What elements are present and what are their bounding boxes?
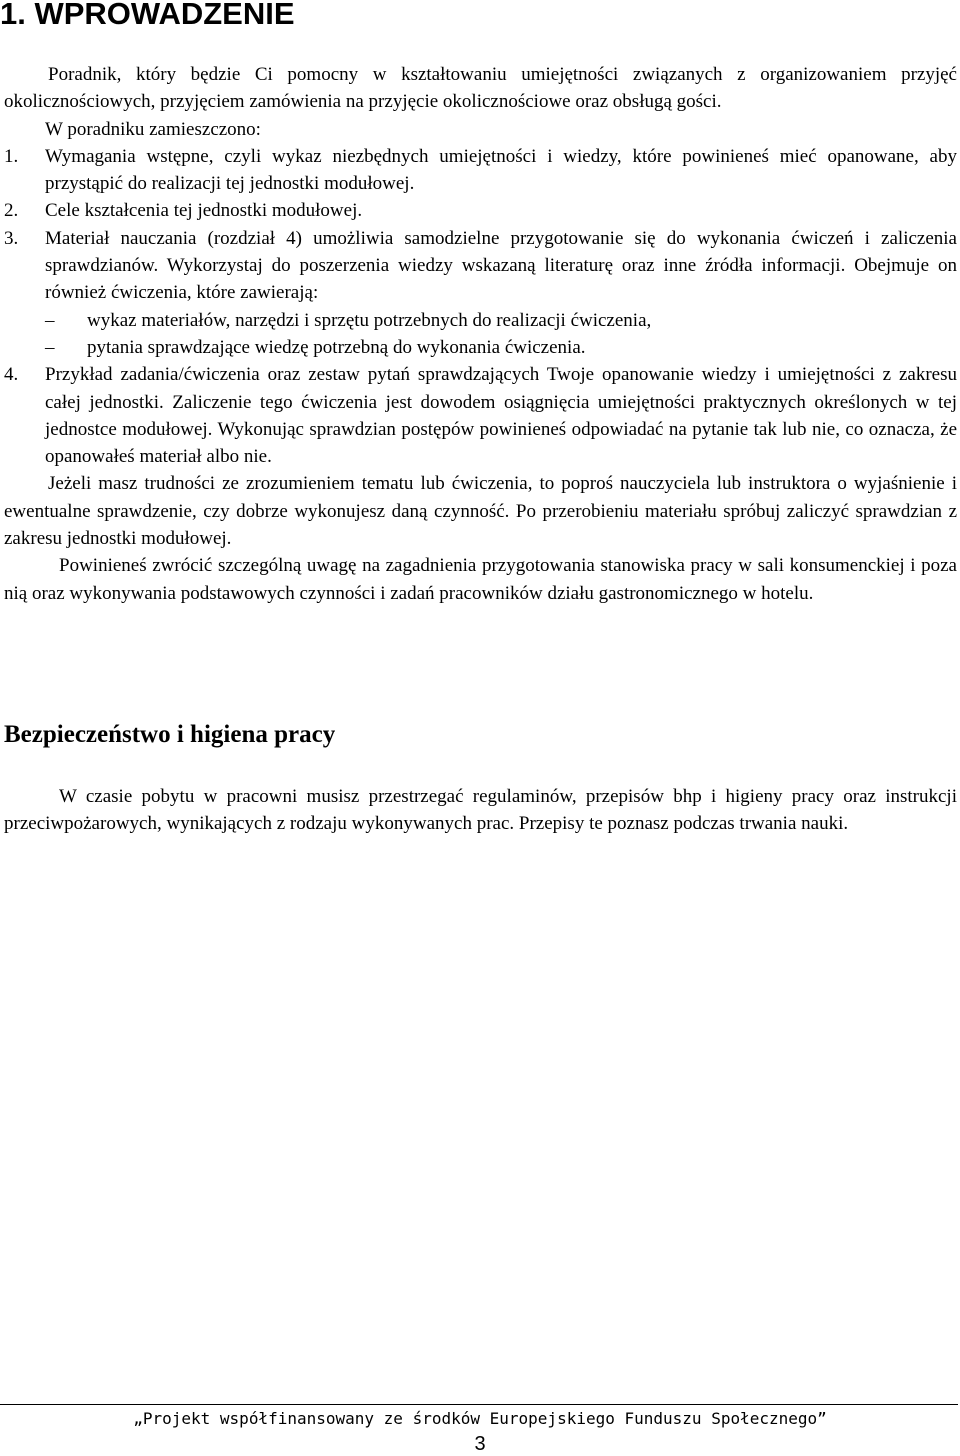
list-item-number: 2. — [4, 200, 19, 222]
list-item — [4, 225, 957, 361]
exercise-contents-list — [45, 307, 957, 362]
list-item-text: Wymagania wstępne, czyli wykaz niezbędnych umiejętności i wiedzy, które powinieneś mieć opanowane, aby przystąpić do realizacji tej jednostki modułowej. — [45, 145, 957, 195]
list-item-text: Przykład zadania/ćwiczenia oraz zestaw pytań sprawdzających Twoje opanowanie wiedzy i umiejętności z zakresu całej jednostki. Zaliczenie tego ćwiczenia jest dowodem osiągnięcia umiejętności praktycznych określonych w tej jednostce modułowej. Wykonując sprawdzian postępów powinieneś odpowiadać na pytanie tak lub nie, co oznacza, że opanowałeś materiał albo nie. — [45, 364, 957, 468]
help-paragraph: Jeżeli masz trudności ze zrozumieniem tematu lub ćwiczenia, to poproś nauczyciela lub instruktora o wyjaśnienie i ewentualne sprawdzenie, czy dobrze wykonujesz daną czynność. Po przerobieniu materiału spróbuj zaliczyć sprawdzian z zakresu jednostki modułowej. — [4, 473, 957, 550]
dash-list-item — [45, 307, 957, 334]
footer-divider — [0, 1404, 958, 1405]
dash-list-item — [45, 334, 957, 361]
list-item — [4, 143, 957, 198]
footer-funding-note: „Projekt współfinansowany ze środków Europejskiego Funduszu Społecznego” — [133, 1409, 827, 1428]
dash-list-item-text: pytania sprawdzające wiedzę potrzebną do wykonania ćwiczenia. — [87, 336, 586, 358]
focus-paragraph: Powinieneś zwrócić szczególną uwagę na zagadnienia przygotowania stanowiska pracy w sali konsumenckiej i poza nią oraz wykonywania podstawowych czynności i zadań pracowników działu gastronomicznego w hotelu. — [4, 555, 957, 604]
safety-section — [4, 783, 957, 838]
section-heading-safety: Bezpieczeństwo i higiena pracy — [4, 721, 336, 748]
safety-paragraph: W czasie pobytu w pracowni musisz przestrzegać regulaminów, przepisów bhp i higieny pracy oraz instrukcji przeciwpożarowych, wynikających z rodzaju wykonywanych prac. Przepisy te poznasz podczas trwania nauki. — [4, 786, 957, 835]
dash-bullet: – — [45, 309, 55, 331]
list-item-number: 4. — [4, 364, 19, 386]
chapter-title: 1. WPROWADZENIE — [0, 0, 295, 31]
intro-section — [4, 61, 957, 607]
contents-list — [4, 143, 957, 471]
list-item-number: 3. — [4, 227, 19, 249]
list-item-text: Cele kształcenia tej jednostki modułowej. — [45, 200, 363, 222]
list-item — [4, 197, 957, 224]
dash-list-item-text: wykaz materiałów, narzędzi i sprzętu potrzebnych do realizacji ćwiczenia, — [87, 309, 652, 331]
page-number: 3 — [474, 1433, 486, 1455]
list-item-number: 1. — [4, 145, 19, 167]
intro-paragraph: Poradnik, który będzie Ci pomocny w kształtowaniu umiejętności związanych z organizowaniem przyjęć okolicznościowych, przyjęciem zamówienia na przyjęcie okolicznościowe oraz obsługą gości. — [4, 64, 957, 113]
list-item-text: Materiał nauczania (rozdział 4) umożliwia samodzielne przygotowanie się do wykonania ćwiczeń i zaliczenia sprawdzianów. Wykorzystaj do poszerzenia wiedzy wskazaną literaturę oraz inne źródła informacji. Obejmuje on również ćwiczenia, które zawierają: — [45, 227, 957, 304]
dash-bullet: – — [45, 336, 55, 358]
list-item — [4, 361, 957, 470]
contents-lead: W poradniku zamieszczono: — [45, 118, 261, 140]
